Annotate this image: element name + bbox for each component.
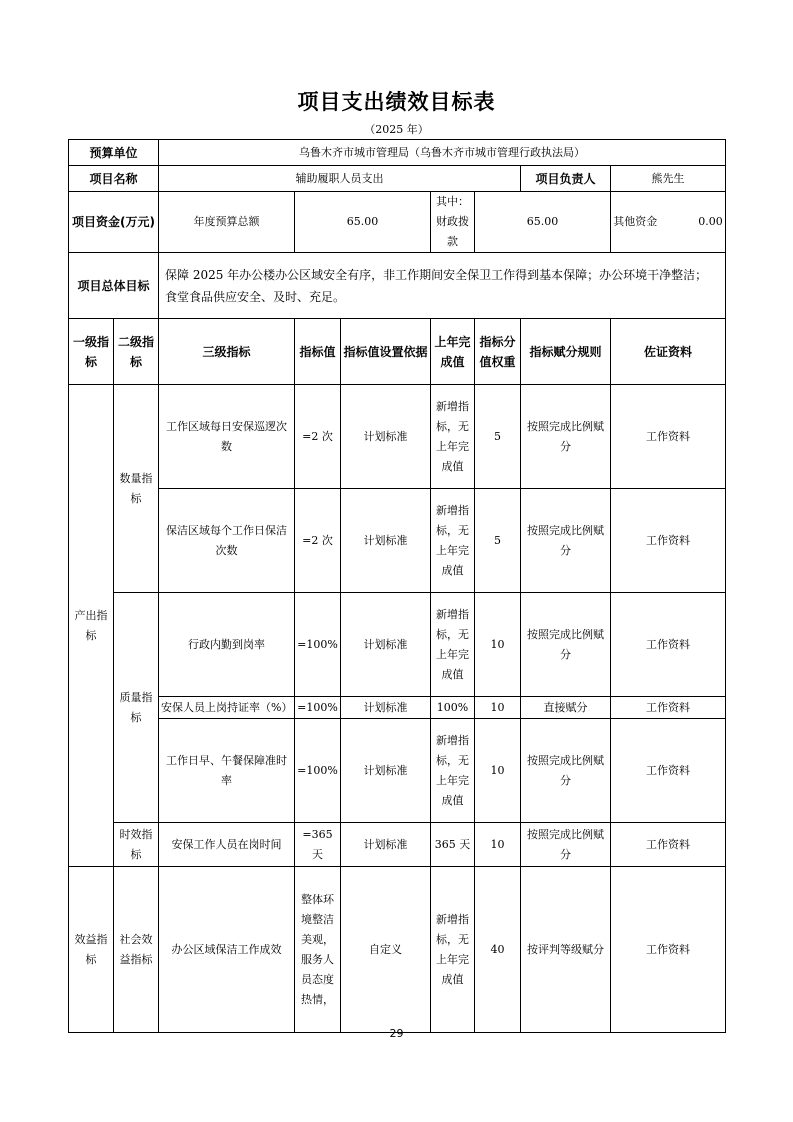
indicator-name: 行政内勤到岗率 <box>159 593 295 697</box>
level2-timeliness: 时效指标 <box>114 823 159 867</box>
level2-quality: 质量指标 <box>114 593 159 823</box>
project-name-value: 辅助履职人员支出 <box>159 166 521 192</box>
other-fund-label: 其他资金 <box>613 215 658 228</box>
project-name-label: 项目名称 <box>69 166 159 192</box>
fund-label: 项目资金(万元) <box>69 192 159 253</box>
indicator-basis: 计划标准 <box>341 489 431 593</box>
indicator-weight: 40 <box>475 867 521 1033</box>
indicator-rule: 按照完成比例赋分 <box>521 385 611 489</box>
indicator-last-year: 新增指标，无上年完成值 <box>431 385 475 489</box>
indicator-name: 工作区域每日安保巡逻次数 <box>159 385 295 489</box>
goal-label: 项目总体目标 <box>69 253 159 319</box>
indicator-last-year: 365 天 <box>431 823 475 867</box>
performance-table <box>68 139 726 1033</box>
indicator-basis: 计划标准 <box>341 823 431 867</box>
indicator-rule: 按照完成比例赋分 <box>521 823 611 867</box>
indicator-basis: 计划标准 <box>341 697 431 719</box>
column-header: 上年完成值 <box>431 319 475 385</box>
indicator-value: =100% <box>295 593 341 697</box>
page-title: 项目支出绩效目标表 <box>297 90 496 114</box>
leader-value: 熊先生 <box>611 166 726 192</box>
budget-unit-label: 预算单位 <box>69 140 159 166</box>
column-header: 指标值设置依据 <box>341 319 431 385</box>
indicator-last-year: 新增指标，无上年完成值 <box>431 867 475 1033</box>
indicator-value: =365 天 <box>295 823 341 867</box>
fiscal-label: 其中：财政拨款 <box>431 192 475 253</box>
indicator-rule: 按评判等级赋分 <box>521 867 611 1033</box>
indicator-weight: 5 <box>475 489 521 593</box>
level1-output: 产出指标 <box>69 385 114 867</box>
indicator-value: =100% <box>295 719 341 823</box>
column-header: 佐证资料 <box>611 319 726 385</box>
column-header: 三级指标 <box>159 319 295 385</box>
indicator-name: 办公区域保洁工作成效 <box>159 867 295 1033</box>
indicator-rule: 按照完成比例赋分 <box>521 489 611 593</box>
fiscal-value: 65.00 <box>475 192 611 253</box>
page-number: 29 <box>389 1027 404 1040</box>
indicator-name: 安保人员上岗持证率（%） <box>159 697 295 719</box>
level2-quantity: 数量指标 <box>114 385 159 593</box>
indicator-last-year: 100% <box>431 697 475 719</box>
indicator-name: 工作日早、午餐保障准时率 <box>159 719 295 823</box>
indicator-basis: 计划标准 <box>341 593 431 697</box>
indicator-value: =100% <box>295 697 341 719</box>
indicator-last-year: 新增指标，无上年完成值 <box>431 593 475 697</box>
column-header: 指标分值权重 <box>475 319 521 385</box>
column-header: 一级指标 <box>69 319 114 385</box>
indicator-last-year: 新增指标，无上年完成值 <box>431 719 475 823</box>
budget-unit-value: 乌鲁木齐市城市管理局（乌鲁木齐市城市管理行政执法局） <box>159 140 726 166</box>
indicator-weight: 5 <box>475 385 521 489</box>
indicator-evidence: 工作资料 <box>611 719 726 823</box>
indicator-last-year: 新增指标，无上年完成值 <box>431 489 475 593</box>
indicator-value: =2 次 <box>295 385 341 489</box>
indicator-value: =2 次 <box>295 489 341 593</box>
indicator-rule: 按照完成比例赋分 <box>521 593 611 697</box>
indicator-name: 安保工作人员在岗时间 <box>159 823 295 867</box>
column-header: 指标赋分规则 <box>521 319 611 385</box>
indicator-weight: 10 <box>475 593 521 697</box>
indicator-name: 保洁区域每个工作日保洁次数 <box>159 489 295 593</box>
indicator-basis: 自定义 <box>341 867 431 1033</box>
level1-benefit: 效益指标 <box>69 867 114 1033</box>
other-fund-value: 0.00 <box>698 215 723 228</box>
indicator-value: 整体环境整洁美观，服务人员态度热情， <box>295 867 341 1033</box>
goal-text: 保障 2025 年办公楼办公区域安全有序，非工作期间安全保卫工作得到基本保障；办公环境干净整洁；食堂食品供应安全、及时、充足。 <box>159 253 726 319</box>
indicator-weight: 10 <box>475 823 521 867</box>
other-fund-cell <box>611 192 726 253</box>
level2-social-benefit: 社会效益指标 <box>114 867 159 1033</box>
indicator-evidence: 工作资料 <box>611 867 726 1033</box>
indicator-rule: 直接赋分 <box>521 697 611 719</box>
indicator-weight: 10 <box>475 697 521 719</box>
indicator-evidence: 工作资料 <box>611 697 726 719</box>
indicator-rule: 按照完成比例赋分 <box>521 719 611 823</box>
indicator-basis: 计划标准 <box>341 719 431 823</box>
column-header: 指标值 <box>295 319 341 385</box>
indicator-evidence: 工作资料 <box>611 823 726 867</box>
indicator-evidence: 工作资料 <box>611 489 726 593</box>
indicator-evidence: 工作资料 <box>611 385 726 489</box>
indicator-weight: 10 <box>475 719 521 823</box>
indicator-evidence: 工作资料 <box>611 593 726 697</box>
annual-budget-value: 65.00 <box>295 192 431 253</box>
indicator-basis: 计划标准 <box>341 385 431 489</box>
leader-label: 项目负责人 <box>521 166 611 192</box>
year-label: （2025 年） <box>364 123 429 136</box>
annual-budget-label: 年度预算总额 <box>159 192 295 253</box>
column-header: 二级指标 <box>114 319 159 385</box>
